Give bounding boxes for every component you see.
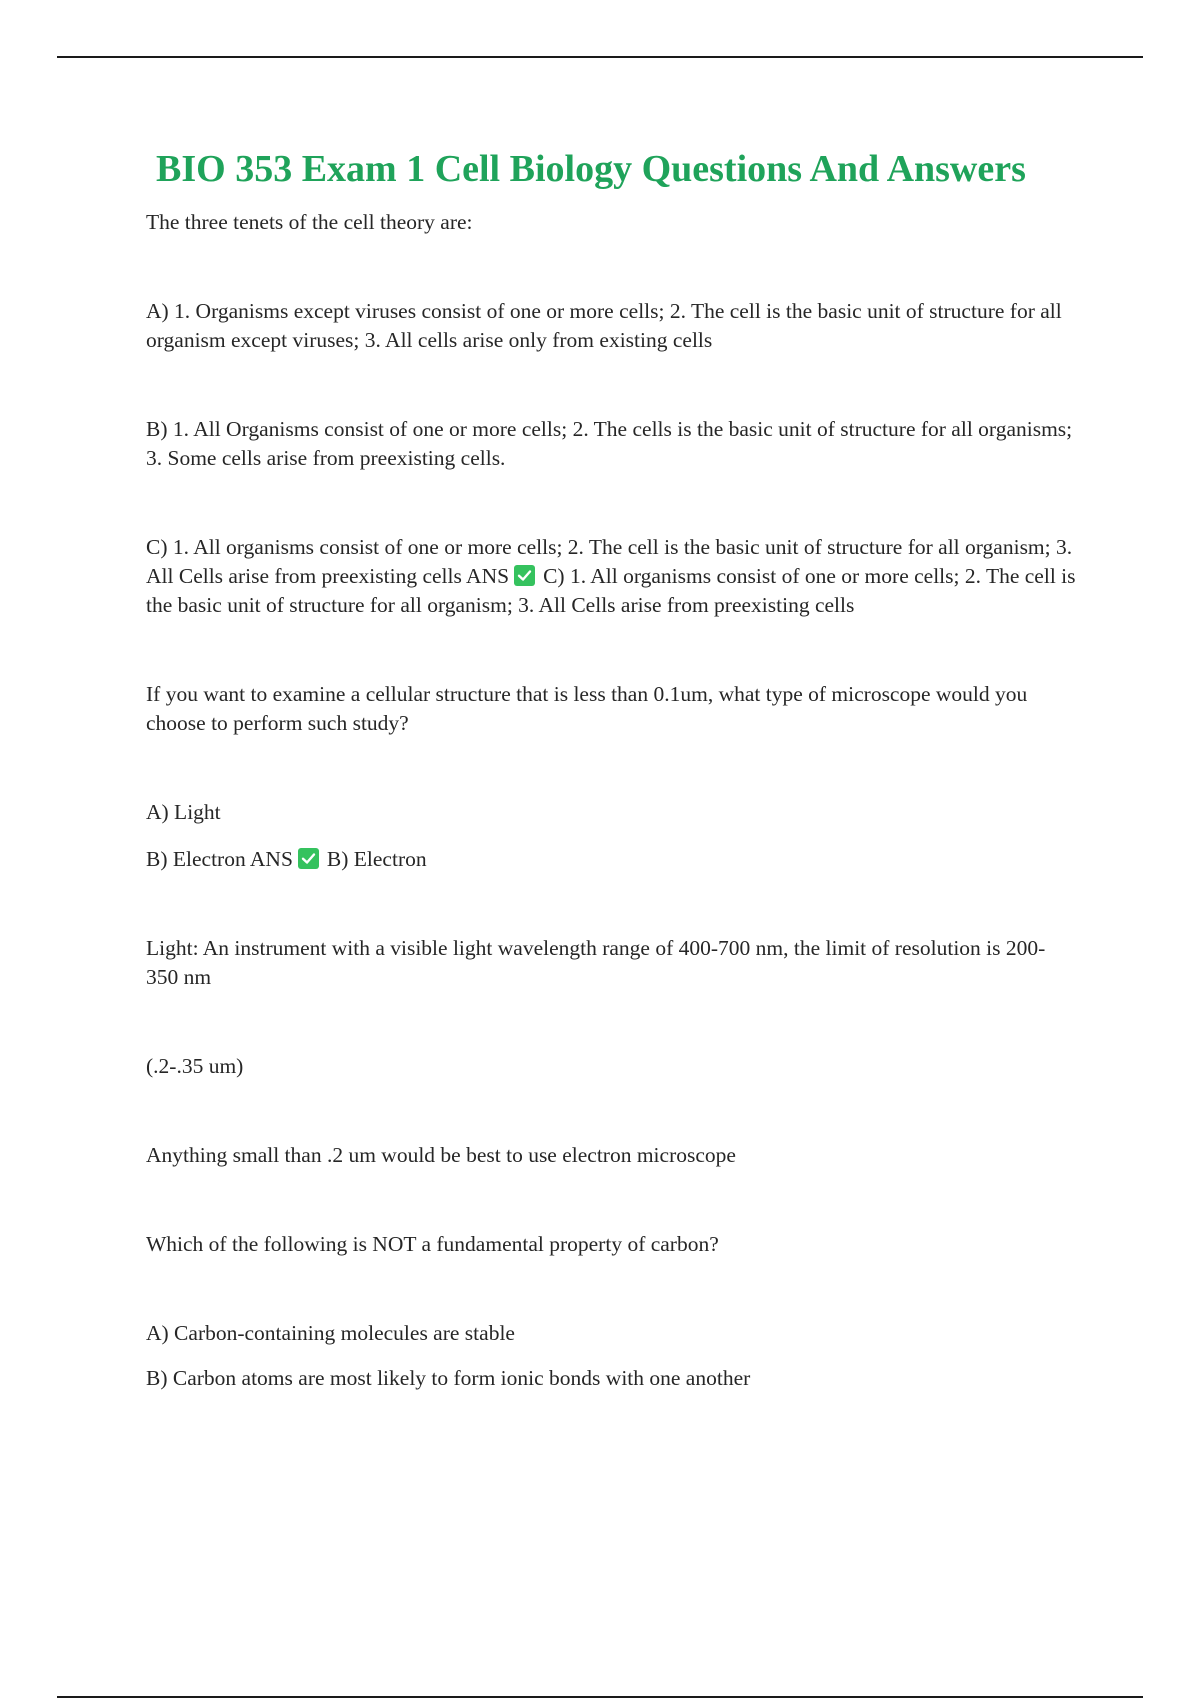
question-3-option-b: B) Carbon atoms are most likely to form ionic bonds with one another bbox=[146, 1366, 751, 1390]
light-microscope-note: Light: An instrument with a visible light wavelength range of 400-700 nm, the limit of resolution is 200-350 nm bbox=[146, 936, 1046, 989]
question-1-option-b: B) 1. All Organisms consist of one or more cells; 2. The cells is the basic unit of structure for all organisms; 3. Some cells arise from preexisting cells. bbox=[146, 417, 1073, 470]
check-box-icon bbox=[298, 848, 319, 869]
page-content bbox=[146, 140, 1076, 1393]
question-1-answer: C) 1. All organisms consist of one or more cells; 2. The cell is the basic unit of structure for all organism; 3. All Cells arise from preexisting cells bbox=[146, 564, 1076, 617]
question-1-option-a: A) 1. Organisms except viruses consist of one or more cells; 2. The cell is the basic unit of structure for all organism except viruses; 3. All cells arise only from existing cells bbox=[146, 299, 1062, 352]
question-2-option-b-text: B) Electron ANS bbox=[146, 847, 293, 871]
header-rule bbox=[57, 56, 1143, 58]
check-box-icon bbox=[514, 565, 535, 586]
question-1-option-c bbox=[146, 533, 1076, 620]
document-title: BIO 353 Exam 1 Cell Biology Questions And Answers bbox=[156, 148, 1026, 190]
resolution-range-note: (.2-.35 um) bbox=[146, 1054, 244, 1078]
question-3-option-a: A) Carbon-containing molecules are stable bbox=[146, 1321, 515, 1345]
footer-rule bbox=[57, 1696, 1143, 1698]
question-2-answer: B) Electron bbox=[326, 847, 427, 871]
question-1-option-c-text: C) 1. All organisms consist of one or more cells; 2. The cell is the basic unit of structure for all organism; 3. All Cells arise from preexisting cells ANS bbox=[146, 535, 1073, 588]
question-2-option-b bbox=[146, 845, 1076, 874]
question-2-prompt: If you want to examine a cellular structure that is less than 0.1um, what type of microscope would you choose to perform such study? bbox=[146, 682, 1028, 735]
question-2-option-a: A) Light bbox=[146, 800, 221, 824]
question-3-prompt: Which of the following is NOT a fundamental property of carbon? bbox=[146, 1232, 719, 1256]
question-1-prompt: The three tenets of the cell theory are: bbox=[146, 210, 473, 234]
electron-microscope-note: Anything small than .2 um would be best to use electron microscope bbox=[146, 1143, 736, 1167]
